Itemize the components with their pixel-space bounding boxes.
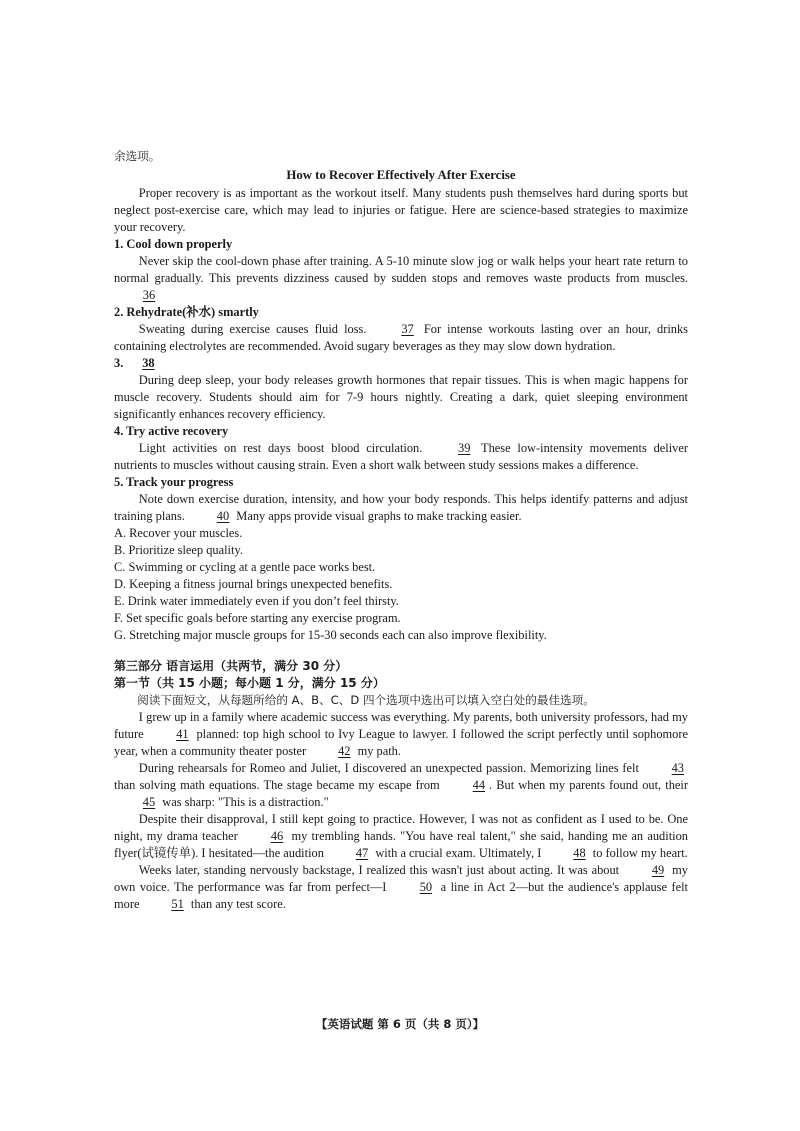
part3-instruction: 阅读下面短文，从每题所给的 A、B、C、D 四个选项中选出可以填入空白处的最佳选项。 [137,693,595,707]
cloze-text: . But when my parents found out, their [489,778,688,792]
blank-38: 38 [142,356,155,370]
blank-44: 44 [472,778,486,792]
section-paragraph-1 [114,253,688,304]
option-d: D. Keeping a fitness journal brings unexpected benefits. [114,577,393,591]
part3-title: 第三部分 语言运用（共两节，满分 30 分） [114,659,348,673]
blank-42: 42 [338,744,351,758]
cloze-text: Despite their disapproval, I still kept going to practice. However, I was not as confident as I used to be. One night, my drama teacher [114,812,688,843]
option-a: A. Recover your muscles. [114,526,243,540]
cloze-text: to follow my heart. [592,846,688,860]
option-b: B. Prioritize sleep quality. [114,543,243,557]
section-heading-2: 2. Rehydrate(补水) smartly [114,305,259,319]
blank-45: 45 [142,795,156,809]
blank-40: 40 [216,509,230,523]
cloze-text: was sharp: "This is a distraction." [162,795,329,809]
blank-48: 48 [573,846,586,860]
cloze-text: planned: top high school to Ivy League to lawyer. I followed the script perfectly until sophomore year, when a community theater poster [114,727,688,758]
section-heading-1: 1. Cool down properly [114,237,233,251]
option-f: F. Set specific goals before starting any exercise program. [114,611,401,625]
page-footer: 【英语试题 第 6 页（共 8 页）】 [315,1017,485,1031]
blank-37: 37 [401,322,414,336]
spacer [114,644,688,658]
cloze-text: with a crucial exam. Ultimately, I [375,846,542,860]
section-paragraph-4 [114,440,688,474]
blank-39: 39 [458,441,471,455]
section-text: Never skip the cool-down phase after training. A 5-10 minute slow jog or walk helps your heart rate return to normal gradually. This prevents dizziness caused by sudden stops and removes waste products from muscles. [114,254,688,285]
previous-page-fragment: 余选项。 [114,149,161,163]
section-heading-3 [114,355,688,372]
blank-46: 46 [270,829,284,843]
exam-page [114,148,688,913]
cloze-text: During rehearsals for Romeo and Juliet, I discovered an unexpected passion. Memorizing lines felt [138,761,639,775]
cloze-text: than any test score. [190,897,286,911]
section-paragraph-2 [114,321,688,355]
cloze-text: my path. [357,744,401,758]
section-paragraph-3: During deep sleep, your body releases growth hormones that repair tissues. This is when magic happens for muscle recovery. Students should aim for 7-9 hours nightly. Creating a dark, quiet sleeping environment significantly enhances recovery efficiency. [114,373,688,421]
cloze-text: a line in Act 2—but the audience's applause felt more [114,880,688,911]
passage-title: How to Recover Effectively After Exercise [286,168,516,182]
blank-49: 49 [651,863,665,877]
section-text: These low-intensity movements deliver nutrients to muscles without causing strain. Even a short walk between study sessions makes a difference. [114,441,689,472]
blank-41: 41 [176,727,189,741]
cloze-text: Weeks later, standing nervously backstage, I realized this wasn't just about acting. It was about [138,863,620,877]
section-heading-4: 4. Try active recovery [114,424,229,438]
cloze-text: my own voice. The performance was far from perfect—I [114,863,688,894]
blank-47: 47 [355,846,369,860]
section-text: Many apps provide visual graphs to make tracking easier. [236,509,522,523]
cloze-paragraph-4 [114,862,688,913]
cloze-text: than solving math equations. The stage became my escape from [114,778,440,792]
option-e: E. Drink water immediately even if you don’t feel thirsty. [114,594,399,608]
option-c: C. Swimming or cycling at a gentle pace works best. [114,560,376,574]
cloze-text: my trembling hands. "You have real talent," she said, handing me an audition flyer(试镜传单). I hesitated—the audition [114,829,688,860]
cloze-paragraph-1 [114,709,688,760]
blank-36: 36 [142,288,156,302]
section-text: Sweating during exercise causes fluid loss. [138,322,367,336]
passage-intro: Proper recovery is as important as the workout itself. Many students push themselves hard during sports but neglect post-exercise care, which may lead to injuries or fatigue. Here are science-based strategies to maximize your recovery. [114,186,688,234]
blank-43: 43 [671,761,684,775]
cloze-paragraph-3 [114,811,688,862]
section-number: 3. [114,356,124,370]
blank-51: 51 [171,897,184,911]
part3-subtitle: 第一节（共 15 小题；每小题 1 分，满分 15 分） [114,676,385,690]
section-heading-5: 5. Track your progress [114,475,234,489]
cloze-text: I grew up in a family where academic success was everything. My parents, both university professors, had my future [114,710,688,741]
cloze-paragraph-2 [114,760,688,811]
section-text: Note down exercise duration, intensity, and how your body responds. This helps identify patterns and adjust training plans. [114,492,688,523]
options-list [114,525,688,644]
section-paragraph-5 [114,491,688,525]
option-g: G. Stretching major muscle groups for 15-30 seconds each can also improve flexibility. [114,628,547,642]
section-text: Light activities on rest days boost blood circulation. [138,441,423,455]
blank-50: 50 [419,880,433,894]
section-text: For intense workouts lasting over an hour, drinks containing electrolytes are recommended. Avoid sugary beverages as they may slow down hydration. [114,322,689,353]
